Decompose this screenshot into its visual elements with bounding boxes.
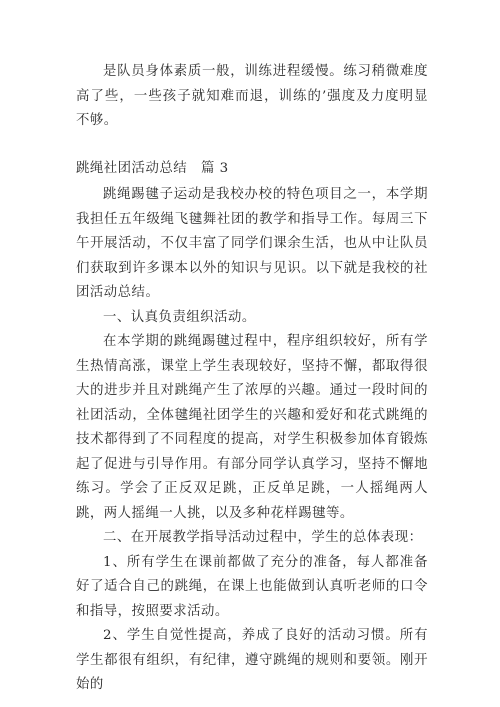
paragraph-process: 在本学期的跳绳踢毽过程中，程序组织较好，所有学生热情高涨，课堂上学生表现较好，坚持不懈，都取得很大的进步并且对跳绳产生了浓厚的兴趣。通过一段时间的社团活动，全体毽绳社团学生的兴趣和爱好和花式跳绳的技术都得到了不同程度的提高，对学生积极参加体育锻炼起了促进与引导作用。有部分同学认真学习，坚持不懈地练习。学会了正反双足跳，正反单足跳，一人摇绳两人跳，两人摇绳一人挑，以及多种花样踢毽等。	[76, 334, 428, 521]
paragraph-point-1: 1、所有学生在课前都做了充分的准备，每人都准备好了适合自己的跳绳，在课上也能做到认真听老师的口令和指导，按照要求活动。	[76, 554, 428, 619]
section-title: 跳绳社团活动总结 篇 3	[76, 160, 229, 176]
document-page	[76, 60, 428, 698]
paragraph-intro-project: 跳绳踢毽子运动是我校办校的特色项目之一，本学期我担任五年级绳飞毽舞社团的教学和指导工作。每周三下午开展活动，不仅丰富了同学们课余生活，也从中让队员们获取到许多课本以外的知识与见识。以下就是我校的社团活动总结。	[76, 187, 428, 300]
paragraph-point-2: 2、学生自觉性提高，养成了良好的活动习惯。所有学生都很有组织，有纪律，遵守跳绳的规则和要领。刚开始的	[76, 628, 428, 692]
heading-organize-activities: 一、认真负责组织活动。	[103, 309, 256, 325]
intro-paragraph: 是队员身体素质一般，训练进程缓慢。练习稍微难度高了些，一些孩子就知难而退，训练的’强度及力度明显不够。	[76, 64, 428, 128]
heading-overall-performance: 二、在开展教学指导活动过程中，学生的总体表现：	[103, 530, 423, 545]
